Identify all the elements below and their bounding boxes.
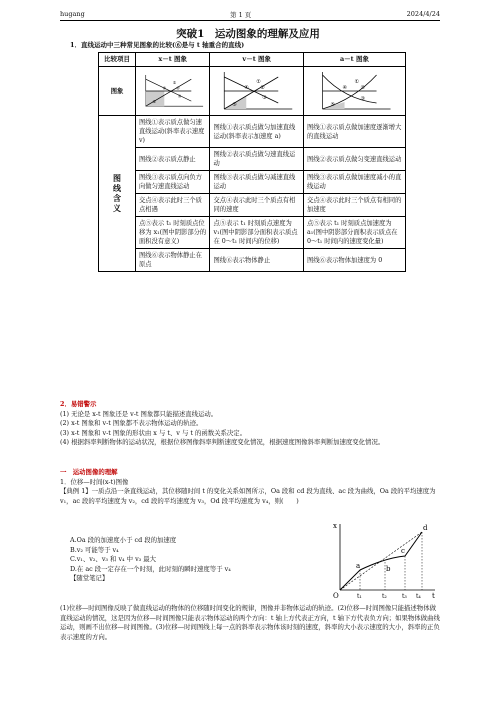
svg-text:④: ④ — [342, 85, 347, 91]
svg-text:⑤: ⑤ — [232, 102, 238, 108]
table-corner: 比较项目 — [99, 53, 136, 67]
fig-point-d: d — [423, 524, 428, 532]
option-a: A.Oa 段的加速度小于 cd 段的加速度 — [70, 536, 177, 544]
xt-graph — [136, 67, 210, 116]
notes-text: (1)位移—时间图像反映了做直线运动的物体的位移随时间变化的规律，图像并非物体运动的轨迹。(2)位移—时间图像只能描述物体做直线运动的情况，这是因为位移—时间图像只能表示物体运动的两个方向：t 轴上方代表正方向，t 轴下方代表负方向；如果物体做曲线运动，则画不出位移—时间图像。(3)位移—时间图线上每一点的斜率表示物体该时刻的速度，斜率的大小表示速度的大小，斜率的正负表示速度的方向。 — [60, 604, 440, 641]
svg-text:②: ② — [260, 85, 266, 91]
table-cell: 图线②表示质点做匀速直线运动 — [210, 148, 303, 171]
comparison-table — [98, 52, 406, 272]
header-page: 第 1 页 — [230, 11, 252, 19]
page-header — [60, 8, 440, 21]
answer-options — [70, 536, 231, 584]
col-vt: v－t 图象 — [210, 53, 303, 67]
svg-text:⑤: ⑤ — [330, 102, 335, 108]
table-cell: 图线③表示质点向负方向做匀速直线运动 — [136, 171, 210, 194]
table-cell: 图线⑥表示物体加速度为 0 — [303, 249, 405, 272]
fig-tick: t₂ — [382, 593, 387, 600]
vt-graph — [210, 67, 303, 116]
fig-point-c: c — [401, 547, 405, 555]
svg-text:①: ① — [172, 80, 177, 86]
option-b: B.v₂ 可能等于 v₄ — [70, 545, 119, 554]
at-graph-icon — [307, 69, 402, 113]
part1-heading: 一 运动图像的理解 — [60, 468, 118, 476]
option-c: C.v₁、v₂、v₃ 和 v₄ 中 v₃ 最大 — [70, 555, 157, 564]
section-1-heading: 1．直线运动中三种常见图象的比较(⑥是与 t 轴重合的直线) — [70, 41, 245, 49]
table-cell: 交点④表示此时三个质点有相同的加速度 — [303, 194, 405, 217]
fig-origin: O — [333, 592, 339, 600]
table-cell: 点⑤表示 t₁ 时刻质点速度为 v₁(图中阴影部分面积表示质点在 0～t₁ 时间内的位移) — [210, 217, 303, 249]
part1-sub: 1．位移—时间(x-t)图像 — [60, 477, 129, 486]
table-cell: 交点④表示此时三个质点相遇 — [136, 194, 210, 217]
svg-text:⑤: ⑤ — [152, 98, 157, 104]
notes-label: 【随堂笔记】 — [70, 574, 109, 583]
table-cell: 图线②表示质点做匀变速直线运动 — [303, 148, 405, 171]
graph-row-label: 图象 — [99, 67, 136, 116]
fig-tick: t₃ — [402, 593, 407, 600]
fig-axis-y: x — [333, 522, 337, 530]
table-cell: 交点④表示此时三个质点有相同的速度 — [210, 194, 303, 217]
example-text: 【典例 1】一质点沿一条直线运动，其位移随时间 t 的变化关系如图所示，Oa 段和 cd 段为直线、ac 段为曲线，Oa 段的平均速度为 v₁，ac 段的平均速度为 v₂，cd 段的平均速度为 v₃，Od 段平均速度为 v₄，则( ) — [60, 487, 436, 505]
at-graph — [303, 67, 405, 116]
svg-text:④: ④ — [162, 85, 167, 91]
svg-text:③: ③ — [360, 96, 365, 102]
vt-graph-icon — [213, 69, 299, 113]
table-cell: 图线③表示质点做匀减速直线运动 — [210, 171, 303, 194]
svg-text:②: ② — [360, 85, 365, 91]
fig-tick: t₁ — [357, 593, 362, 600]
svg-text:③: ③ — [262, 95, 268, 101]
svg-text:③: ③ — [177, 93, 182, 99]
header-date: 2024/4/24 — [406, 10, 440, 18]
svg-text:①: ① — [256, 79, 262, 85]
xt-example-figure — [330, 520, 440, 600]
table-cell: 点⑤表示 t₁ 时刻质点加速度为 a₁(图中阴影部分面积表示质点在 0～t₁ 时间内的速度变化量) — [303, 217, 405, 249]
svg-text:①: ① — [354, 79, 359, 85]
fig-point-a: a — [356, 562, 361, 570]
header-left: hugang — [60, 10, 85, 18]
table-cell: 图线⑥表示物体静止 — [210, 249, 303, 272]
warning-section — [60, 400, 440, 448]
table-cell: 点⑤表示 t₁ 时刻质点位移为 x₁(图中阴影部分的面积没有意义) — [136, 217, 210, 249]
option-d: D.在 ac 段一定存在一个时刻，此时刻的瞬时速度等于 v₄ — [70, 564, 231, 573]
table-cell: 图线①表示质点做加速度逐渐增大的直线运动 — [303, 116, 405, 148]
svg-text:④: ④ — [244, 85, 250, 91]
warning-item: (3) x-t 图象和 v-t 图象的形状由 x 与 t、v 与 t 的函数关系决定。 — [60, 428, 247, 437]
warning-heading: 2．易错警示 — [60, 400, 97, 408]
table-cell: 图线②表示质点静止 — [136, 148, 210, 171]
part1-section — [60, 468, 440, 506]
col-xt: x－t 图象 — [136, 53, 210, 67]
fig-axis-x: t — [432, 592, 435, 600]
table-cell: 图线①表示质点做匀加速直线运动(斜率表示加速度 a) — [210, 116, 303, 148]
table-cell: 图线①表示质点做匀速直线运动(斜率表示速度 v) — [136, 116, 210, 148]
fig-point-b: b — [386, 565, 391, 573]
table-cell: 图线⑥表示物体静止在原点 — [136, 249, 210, 272]
fig-tick: t₄ — [416, 593, 421, 600]
xt-graph-icon — [139, 69, 206, 113]
warning-item: (4) 根据斜率判断物体的运动状况，根据位移图像斜率判断速度变化情况，根据速度图像斜率判断加速度变化情况。 — [60, 438, 385, 446]
page-title: 突破1 运动图象的理解及应用 — [176, 28, 320, 40]
warning-item: (1) 无论是 x-t 图象还是 v-t 图象都只能描述直线运动。 — [60, 409, 218, 418]
col-at: a－t 图象 — [303, 53, 405, 67]
warning-item: (2) x-t 图象和 v-t 图象都不表示物体运动的轨迹。 — [60, 419, 203, 427]
table-cell: 图线③表示质点做加速度减小的直线运动 — [303, 171, 405, 194]
svg-text:②: ② — [176, 85, 180, 91]
meaning-row-label: 图线含义 — [99, 116, 136, 272]
